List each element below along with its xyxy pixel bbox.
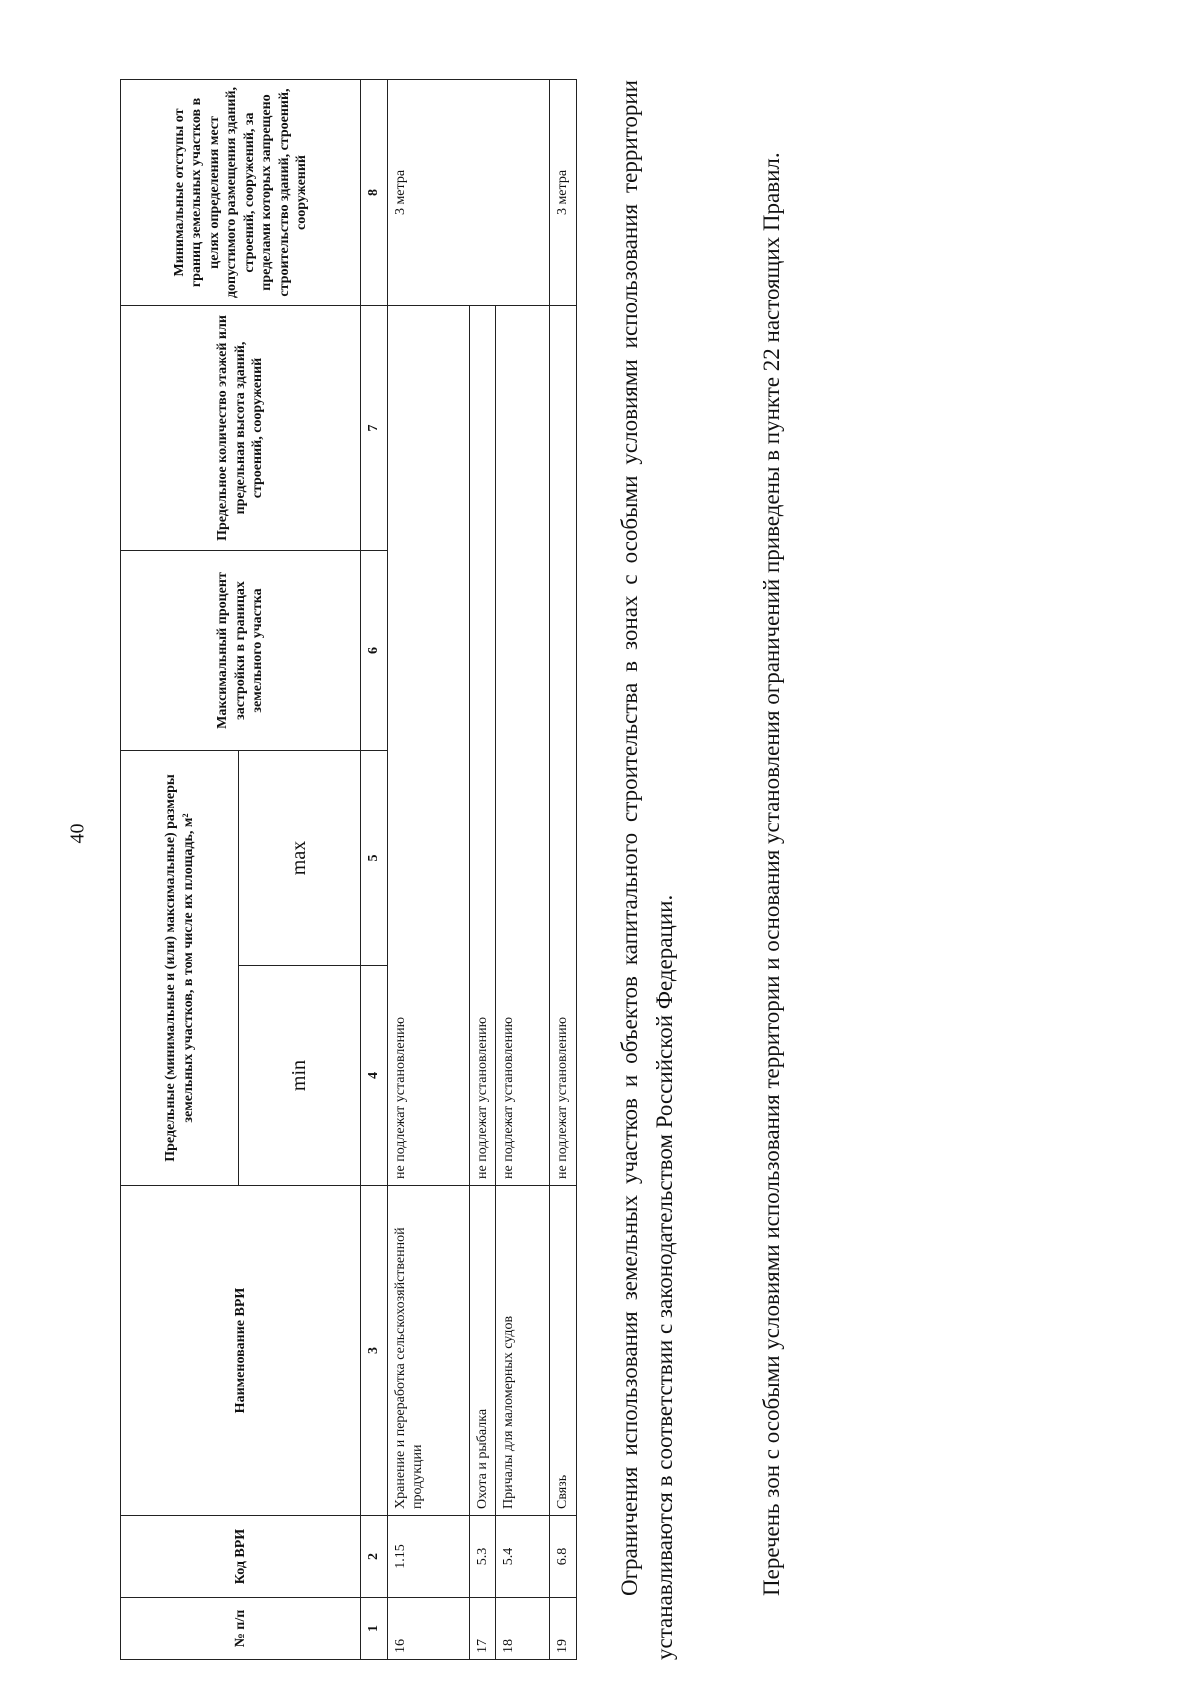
header-row-1 <box>121 80 239 1660</box>
table-row <box>550 80 577 1660</box>
table-row <box>496 80 550 1660</box>
row-no: 17 <box>469 1598 496 1660</box>
row-value: не подлежат установлению <box>550 306 577 1186</box>
row-name: Хранение и переработка сельскохозяйственной продукции <box>387 1186 469 1516</box>
header-no: № п/п <box>121 1598 361 1660</box>
row-value: не подлежат установлению <box>496 306 550 1186</box>
column-number: 7 <box>361 306 388 551</box>
header-max: max <box>239 751 361 966</box>
row-code: 6.8 <box>550 1516 577 1598</box>
row-value: не подлежат установлению <box>387 306 469 1186</box>
column-number: 5 <box>361 751 388 966</box>
column-number: 2 <box>361 1516 388 1598</box>
row-code: 1.15 <box>387 1516 469 1598</box>
row-no: 18 <box>496 1598 550 1660</box>
row-setback: 3 метра <box>550 80 577 306</box>
header-code: Код ВРИ <box>121 1516 361 1598</box>
header-name: Наименование ВРИ <box>121 1186 361 1516</box>
column-number: 6 <box>361 551 388 751</box>
header-percent: Максимальный процент застройки в границах земельного участка <box>121 551 361 751</box>
row-no: 19 <box>550 1598 577 1660</box>
header-min: min <box>239 966 361 1186</box>
column-number: 1 <box>361 1598 388 1660</box>
column-number: 8 <box>361 80 388 306</box>
restrictions-paragraph: Ограничения использования земельных участков и объектов капитального строительства в зонах с особыми условиями использования территории устанавливаются в соответствии с законодательством Российской Федерации. <box>617 80 677 1660</box>
table-row <box>387 80 469 1660</box>
row-setback: 3 метра <box>387 80 550 306</box>
column-number: 4 <box>361 966 388 1186</box>
row-name: Связь <box>550 1186 577 1516</box>
header-setback: Минимальные отступы от границ земельных участков в целях определения мест допустимого размещения зданий, строений, сооружений, за пределами которых запрещено строительство зданий, строений, сооружений <box>121 80 361 306</box>
zones-list-paragraph: Перечень зон с особыми условиями использования территории и основания установления ограничений приведены в пункте 22 настоящих Правил. <box>759 152 784 1596</box>
regulations-table <box>120 79 577 1660</box>
row-name: Причалы для маломерных судов <box>496 1186 550 1516</box>
row-value: не подлежат установлению <box>469 306 496 1186</box>
row-code: 5.3 <box>469 1516 496 1598</box>
column-number: 3 <box>361 1186 388 1516</box>
table-row <box>469 80 496 1660</box>
rotated-page-content <box>120 60 1160 1660</box>
header-floors: Предельное количество этажей или предельная высота зданий, строений, сооружений <box>121 306 361 551</box>
header-size-group: Предельные (минимальные и (или) максимальные) размеры земельных участков, в том числе их площадь, м² <box>121 751 239 1186</box>
page-number: 40 <box>66 823 89 844</box>
row-no: 16 <box>387 1598 469 1660</box>
row-code: 5.4 <box>496 1516 550 1598</box>
column-number-row <box>361 80 388 1660</box>
row-name: Охота и рыбалка <box>469 1186 496 1516</box>
